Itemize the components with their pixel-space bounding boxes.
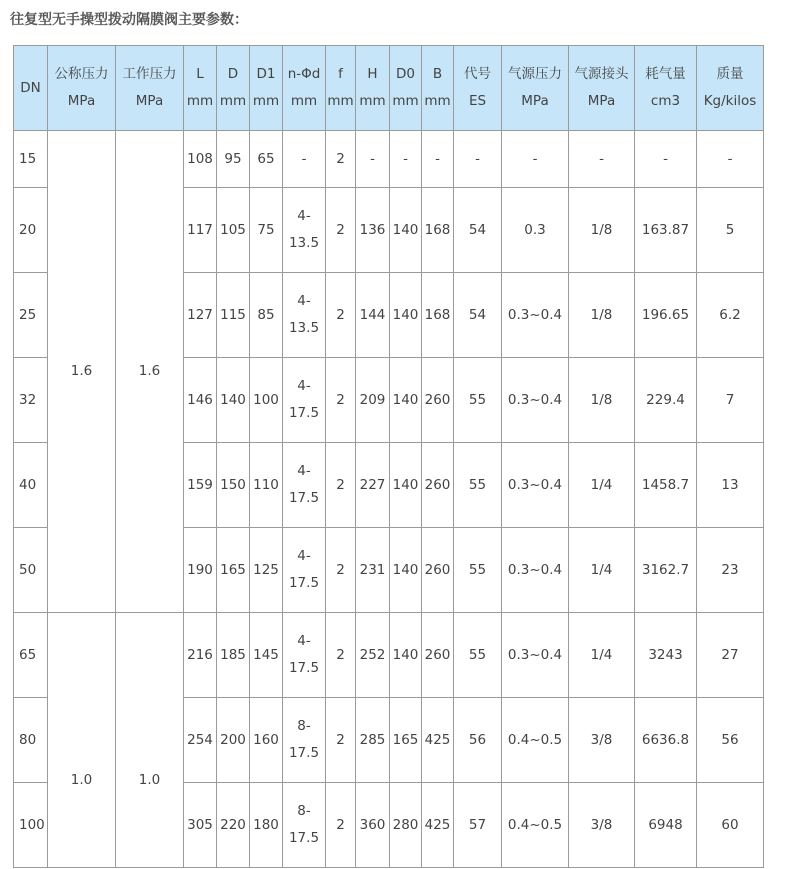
cell-d: 140 <box>217 358 250 443</box>
cell-h: 285 <box>356 698 390 783</box>
cell-d: 95 <box>217 131 250 188</box>
cell-d1: 65 <box>250 131 283 188</box>
cell-h: 136 <box>356 188 390 273</box>
cell-h: 227 <box>356 443 390 528</box>
cell-n-phi-d-diameter: 17.5 <box>288 575 320 591</box>
header-n-phi-d: n-Φd mm <box>283 46 326 131</box>
cell-b: 168 <box>422 188 454 273</box>
cell-n-phi-d-diameter: 17.5 <box>288 830 320 846</box>
cell-dn: 25 <box>14 273 48 358</box>
cell-d1: 125 <box>250 528 283 613</box>
cell-code: - <box>454 131 502 188</box>
cell-h: 252 <box>356 613 390 698</box>
cell-d1: 75 <box>250 188 283 273</box>
header-l: L mm <box>184 46 217 131</box>
cell-dn: 40 <box>14 443 48 528</box>
cell-l: 305 <box>184 783 217 868</box>
cell-air-consumption: 6636.8 <box>635 698 697 783</box>
cell-mass: - <box>697 131 764 188</box>
cell-d1: 160 <box>250 698 283 783</box>
cell-d: 185 <box>217 613 250 698</box>
cell-n-phi-d-count: 4- <box>297 378 311 394</box>
cell-b: 425 <box>422 698 454 783</box>
cell-dn: 80 <box>14 698 48 783</box>
cell-air-pressure: 0.4~0.5 <box>502 783 569 868</box>
cell-mass: 23 <box>697 528 764 613</box>
header-b: B mm <box>422 46 454 131</box>
cell-mass: 7 <box>697 358 764 443</box>
cell-n-phi-d-diameter: 17.5 <box>288 405 320 421</box>
cell-n-phi-d-count: - <box>301 150 307 167</box>
cell-b: 168 <box>422 273 454 358</box>
header-air-connection: 气源接头 MPa <box>569 46 635 131</box>
cell-h: 231 <box>356 528 390 613</box>
cell-l: 216 <box>184 613 217 698</box>
cell-l: 254 <box>184 698 217 783</box>
header-d: D mm <box>217 46 250 131</box>
cell-air-consumption: - <box>635 131 697 188</box>
cell-b: - <box>422 131 454 188</box>
cell-n-phi-d-count: 4- <box>297 633 311 649</box>
cell-n-phi-d <box>283 131 326 188</box>
cell-air-connection: 1/8 <box>569 358 635 443</box>
cell-code: 55 <box>454 358 502 443</box>
cell-l: 159 <box>184 443 217 528</box>
cell-b: 260 <box>422 613 454 698</box>
cell-h: - <box>356 131 390 188</box>
cell-d0: 140 <box>390 528 422 613</box>
cell-d: 200 <box>217 698 250 783</box>
cell-f: 2 <box>326 273 356 358</box>
cell-n-phi-d <box>283 358 326 443</box>
cell-b: 425 <box>422 783 454 868</box>
table-header-row <box>14 46 764 131</box>
header-f: f mm <box>326 46 356 131</box>
cell-air-consumption: 3243 <box>635 613 697 698</box>
spec-table <box>13 45 764 868</box>
cell-d: 165 <box>217 528 250 613</box>
cell-n-phi-d-diameter: 17.5 <box>288 660 320 676</box>
cell-d1: 85 <box>250 273 283 358</box>
cell-h: 144 <box>356 273 390 358</box>
cell-d1: 145 <box>250 613 283 698</box>
cell-air-connection: - <box>569 131 635 188</box>
cell-working-pressure: 1.6 <box>116 131 184 613</box>
cell-f: 2 <box>326 783 356 868</box>
header-dn: DN <box>14 46 48 131</box>
cell-air-consumption: 229.4 <box>635 358 697 443</box>
cell-mass: 60 <box>697 783 764 868</box>
cell-air-pressure: - <box>502 131 569 188</box>
cell-nominal-pressure: 1.6 <box>48 131 116 613</box>
cell-d0: 140 <box>390 188 422 273</box>
header-air-consumption: 耗气量 cm3 <box>635 46 697 131</box>
cell-air-pressure: 0.3~0.4 <box>502 273 569 358</box>
cell-l: 146 <box>184 358 217 443</box>
header-code: 代号 ES <box>454 46 502 131</box>
cell-air-pressure: 0.3~0.4 <box>502 443 569 528</box>
cell-d0: 140 <box>390 358 422 443</box>
table-body <box>14 131 764 868</box>
cell-d1: 180 <box>250 783 283 868</box>
cell-d0: 280 <box>390 783 422 868</box>
header-nominal-pressure: 公称压力 MPa <box>48 46 116 131</box>
cell-mass: 5 <box>697 188 764 273</box>
cell-code: 55 <box>454 613 502 698</box>
cell-d: 150 <box>217 443 250 528</box>
cell-h: 209 <box>356 358 390 443</box>
cell-mass: 56 <box>697 698 764 783</box>
cell-d0: - <box>390 131 422 188</box>
cell-f: 2 <box>326 188 356 273</box>
cell-mass: 6.2 <box>697 273 764 358</box>
cell-n-phi-d-count: 4- <box>297 293 311 309</box>
cell-n-phi-d-diameter: 17.5 <box>288 490 320 506</box>
cell-air-connection: 1/4 <box>569 613 635 698</box>
cell-d0: 140 <box>390 273 422 358</box>
cell-working-pressure: 1.0 <box>116 613 184 868</box>
cell-air-pressure: 0.3~0.4 <box>502 528 569 613</box>
cell-l: 117 <box>184 188 217 273</box>
cell-air-consumption: 1458.7 <box>635 443 697 528</box>
cell-air-connection: 1/4 <box>569 443 635 528</box>
cell-n-phi-d-count: 4- <box>297 208 311 224</box>
cell-n-phi-d <box>283 188 326 273</box>
cell-air-pressure: 0.3~0.4 <box>502 358 569 443</box>
cell-n-phi-d <box>283 613 326 698</box>
cell-code: 54 <box>454 273 502 358</box>
cell-l: 127 <box>184 273 217 358</box>
cell-l: 108 <box>184 131 217 188</box>
header-d0: D0 mm <box>390 46 422 131</box>
cell-mass: 13 <box>697 443 764 528</box>
cell-air-connection: 1/4 <box>569 528 635 613</box>
cell-air-pressure: 0.3 <box>502 188 569 273</box>
cell-n-phi-d <box>283 443 326 528</box>
header-mass: 质量 Kg/kilos <box>697 46 764 131</box>
cell-air-consumption: 6948 <box>635 783 697 868</box>
cell-d: 115 <box>217 273 250 358</box>
cell-b: 260 <box>422 443 454 528</box>
cell-mass: 27 <box>697 613 764 698</box>
cell-f: 2 <box>326 613 356 698</box>
cell-air-consumption: 196.65 <box>635 273 697 358</box>
cell-n-phi-d-count: 8- <box>297 718 311 734</box>
cell-n-phi-d-diameter: 13.5 <box>288 235 320 251</box>
header-d1: D1 mm <box>250 46 283 131</box>
cell-n-phi-d-diameter: 13.5 <box>288 320 320 336</box>
cell-dn: 15 <box>14 131 48 188</box>
cell-f: 2 <box>326 698 356 783</box>
header-working-pressure: 工作压力 MPa <box>116 46 184 131</box>
cell-d0: 140 <box>390 613 422 698</box>
cell-n-phi-d-count: 8- <box>297 803 311 819</box>
cell-d1: 100 <box>250 358 283 443</box>
cell-code: 55 <box>454 443 502 528</box>
cell-l: 190 <box>184 528 217 613</box>
cell-d: 220 <box>217 783 250 868</box>
cell-code: 57 <box>454 783 502 868</box>
cell-dn: 32 <box>14 358 48 443</box>
cell-f: 2 <box>326 358 356 443</box>
cell-n-phi-d <box>283 698 326 783</box>
table-row <box>14 131 764 188</box>
cell-code: 55 <box>454 528 502 613</box>
cell-nominal-pressure: 1.0 <box>48 613 116 868</box>
cell-b: 260 <box>422 358 454 443</box>
header-h: H mm <box>356 46 390 131</box>
cell-air-pressure: 0.4~0.5 <box>502 698 569 783</box>
cell-d0: 140 <box>390 443 422 528</box>
cell-f: 2 <box>326 443 356 528</box>
cell-n-phi-d-diameter: 17.5 <box>288 745 320 761</box>
cell-f: 2 <box>326 528 356 613</box>
cell-dn: 100 <box>14 783 48 868</box>
cell-h: 360 <box>356 783 390 868</box>
header-air-pressure: 气源压力 MPa <box>502 46 569 131</box>
cell-dn: 20 <box>14 188 48 273</box>
cell-air-consumption: 163.87 <box>635 188 697 273</box>
cell-air-connection: 3/8 <box>569 698 635 783</box>
cell-air-connection: 3/8 <box>569 783 635 868</box>
cell-dn: 50 <box>14 528 48 613</box>
cell-air-pressure: 0.3~0.4 <box>502 613 569 698</box>
cell-n-phi-d <box>283 783 326 868</box>
cell-n-phi-d-count: 4- <box>297 463 311 479</box>
cell-dn: 65 <box>14 613 48 698</box>
page-title: 往复型无手操型拨动隔膜阀主要参数： <box>10 12 248 28</box>
cell-d0: 165 <box>390 698 422 783</box>
cell-air-connection: 1/8 <box>569 273 635 358</box>
cell-air-consumption: 3162.7 <box>635 528 697 613</box>
cell-n-phi-d-count: 4- <box>297 548 311 564</box>
table-row <box>14 613 764 698</box>
cell-code: 56 <box>454 698 502 783</box>
cell-n-phi-d <box>283 528 326 613</box>
cell-b: 260 <box>422 528 454 613</box>
cell-n-phi-d <box>283 273 326 358</box>
cell-f: 2 <box>326 131 356 188</box>
cell-code: 54 <box>454 188 502 273</box>
cell-d: 105 <box>217 188 250 273</box>
cell-air-connection: 1/8 <box>569 188 635 273</box>
cell-d1: 110 <box>250 443 283 528</box>
